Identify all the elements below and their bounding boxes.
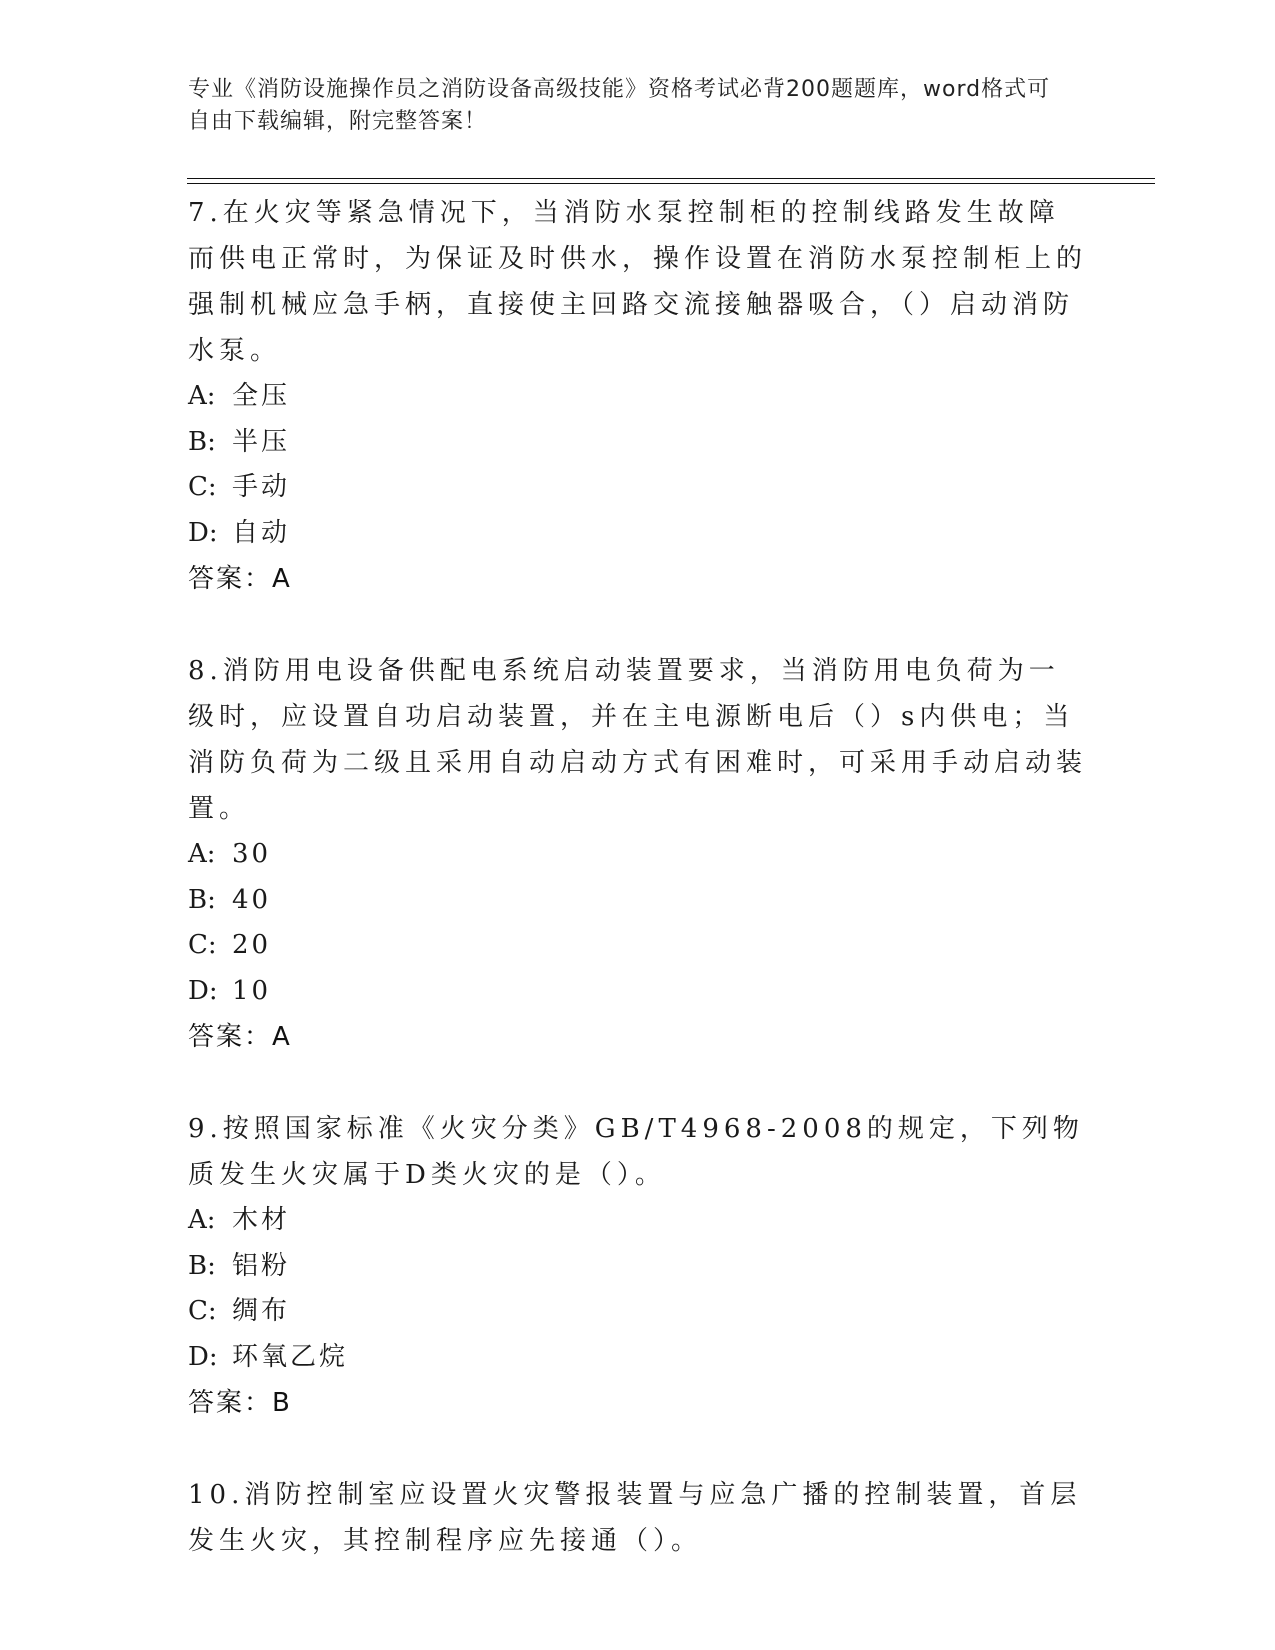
option-value: 半压 <box>232 426 291 457</box>
answer-line: 答案：A <box>188 564 292 594</box>
document-header: 专业《消防设施操作员之消防设备高级技能》资格考试必背200题题库，word格式可自由下载编辑，附完整答案！ <box>188 77 1051 134</box>
option-value: 木材 <box>232 1205 291 1235</box>
question-text: 7.在火灾等紧急情况下，当消防水泵控制柜的控制线路发生故障而供电正常时，为保证及时供水，操作设置在消防水泵控制柜上的强制机械应急手柄，直接使主回路交流接触器吸合，（）启动消防水泵。 <box>188 198 1088 366</box>
option-key: B: <box>188 884 216 915</box>
option-key: B: <box>188 426 216 457</box>
option-value: 20 <box>232 930 272 960</box>
question-list <box>188 190 1088 1610</box>
option-c <box>188 1289 1088 1335</box>
option-key: A: <box>188 381 216 411</box>
option-key: C: <box>188 472 217 502</box>
answer-line: 答案：B <box>188 1388 292 1418</box>
option-value: 10 <box>232 975 272 1006</box>
option-key: D: <box>188 975 218 1006</box>
option-key: A: <box>188 839 216 869</box>
question-text: 10.消防控制室应设置火灾警报装置与应急广播的控制装置，首层发生火灾，其控制程序应先接通（）。 <box>188 1480 1082 1556</box>
option-b <box>188 420 1088 466</box>
question-8 <box>188 648 1088 1060</box>
option-d <box>188 969 1088 1015</box>
option-a <box>188 374 1088 420</box>
question-text: 9.按照国家标准《火灾分类》GB/T4968-2008的规定，下列物质发生火灾属于D类火灾的是（）。 <box>188 1114 1084 1190</box>
option-d <box>188 1335 1088 1381</box>
option-c <box>188 465 1088 511</box>
option-key: C: <box>188 1296 217 1326</box>
header-rule-bottom <box>187 183 1155 184</box>
header-rule-top <box>187 178 1155 179</box>
option-value: 40 <box>232 884 272 915</box>
option-value: 全压 <box>232 381 291 411</box>
option-value: 环氧乙烷 <box>232 1341 349 1372</box>
option-value: 绸布 <box>232 1296 291 1326</box>
option-key: D: <box>188 1341 218 1372</box>
option-key: B: <box>188 1250 216 1281</box>
option-b <box>188 1244 1088 1290</box>
option-key: C: <box>188 930 217 960</box>
option-a <box>188 1198 1088 1244</box>
option-b <box>188 878 1088 924</box>
option-d <box>188 511 1088 557</box>
option-a <box>188 832 1088 878</box>
answer-line: 答案：A <box>188 1022 292 1052</box>
option-c <box>188 923 1088 969</box>
option-value: 手动 <box>232 472 291 502</box>
option-key: A: <box>188 1205 216 1235</box>
question-9 <box>188 1106 1088 1426</box>
option-value: 铝粉 <box>232 1250 291 1281</box>
question-10 <box>188 1472 1088 1564</box>
option-value: 自动 <box>232 517 291 548</box>
question-text: 8.消防用电设备供配电系统启动装置要求，当消防用电负荷为一级时，应设置自功启动装置，并在主电源断电后（）s内供电；当消防负荷为二级且采用自动启动方式有困难时，可采用手动启动装置。 <box>188 656 1088 824</box>
option-value: 30 <box>232 839 272 869</box>
question-7 <box>188 190 1088 602</box>
option-key: D: <box>188 517 218 548</box>
